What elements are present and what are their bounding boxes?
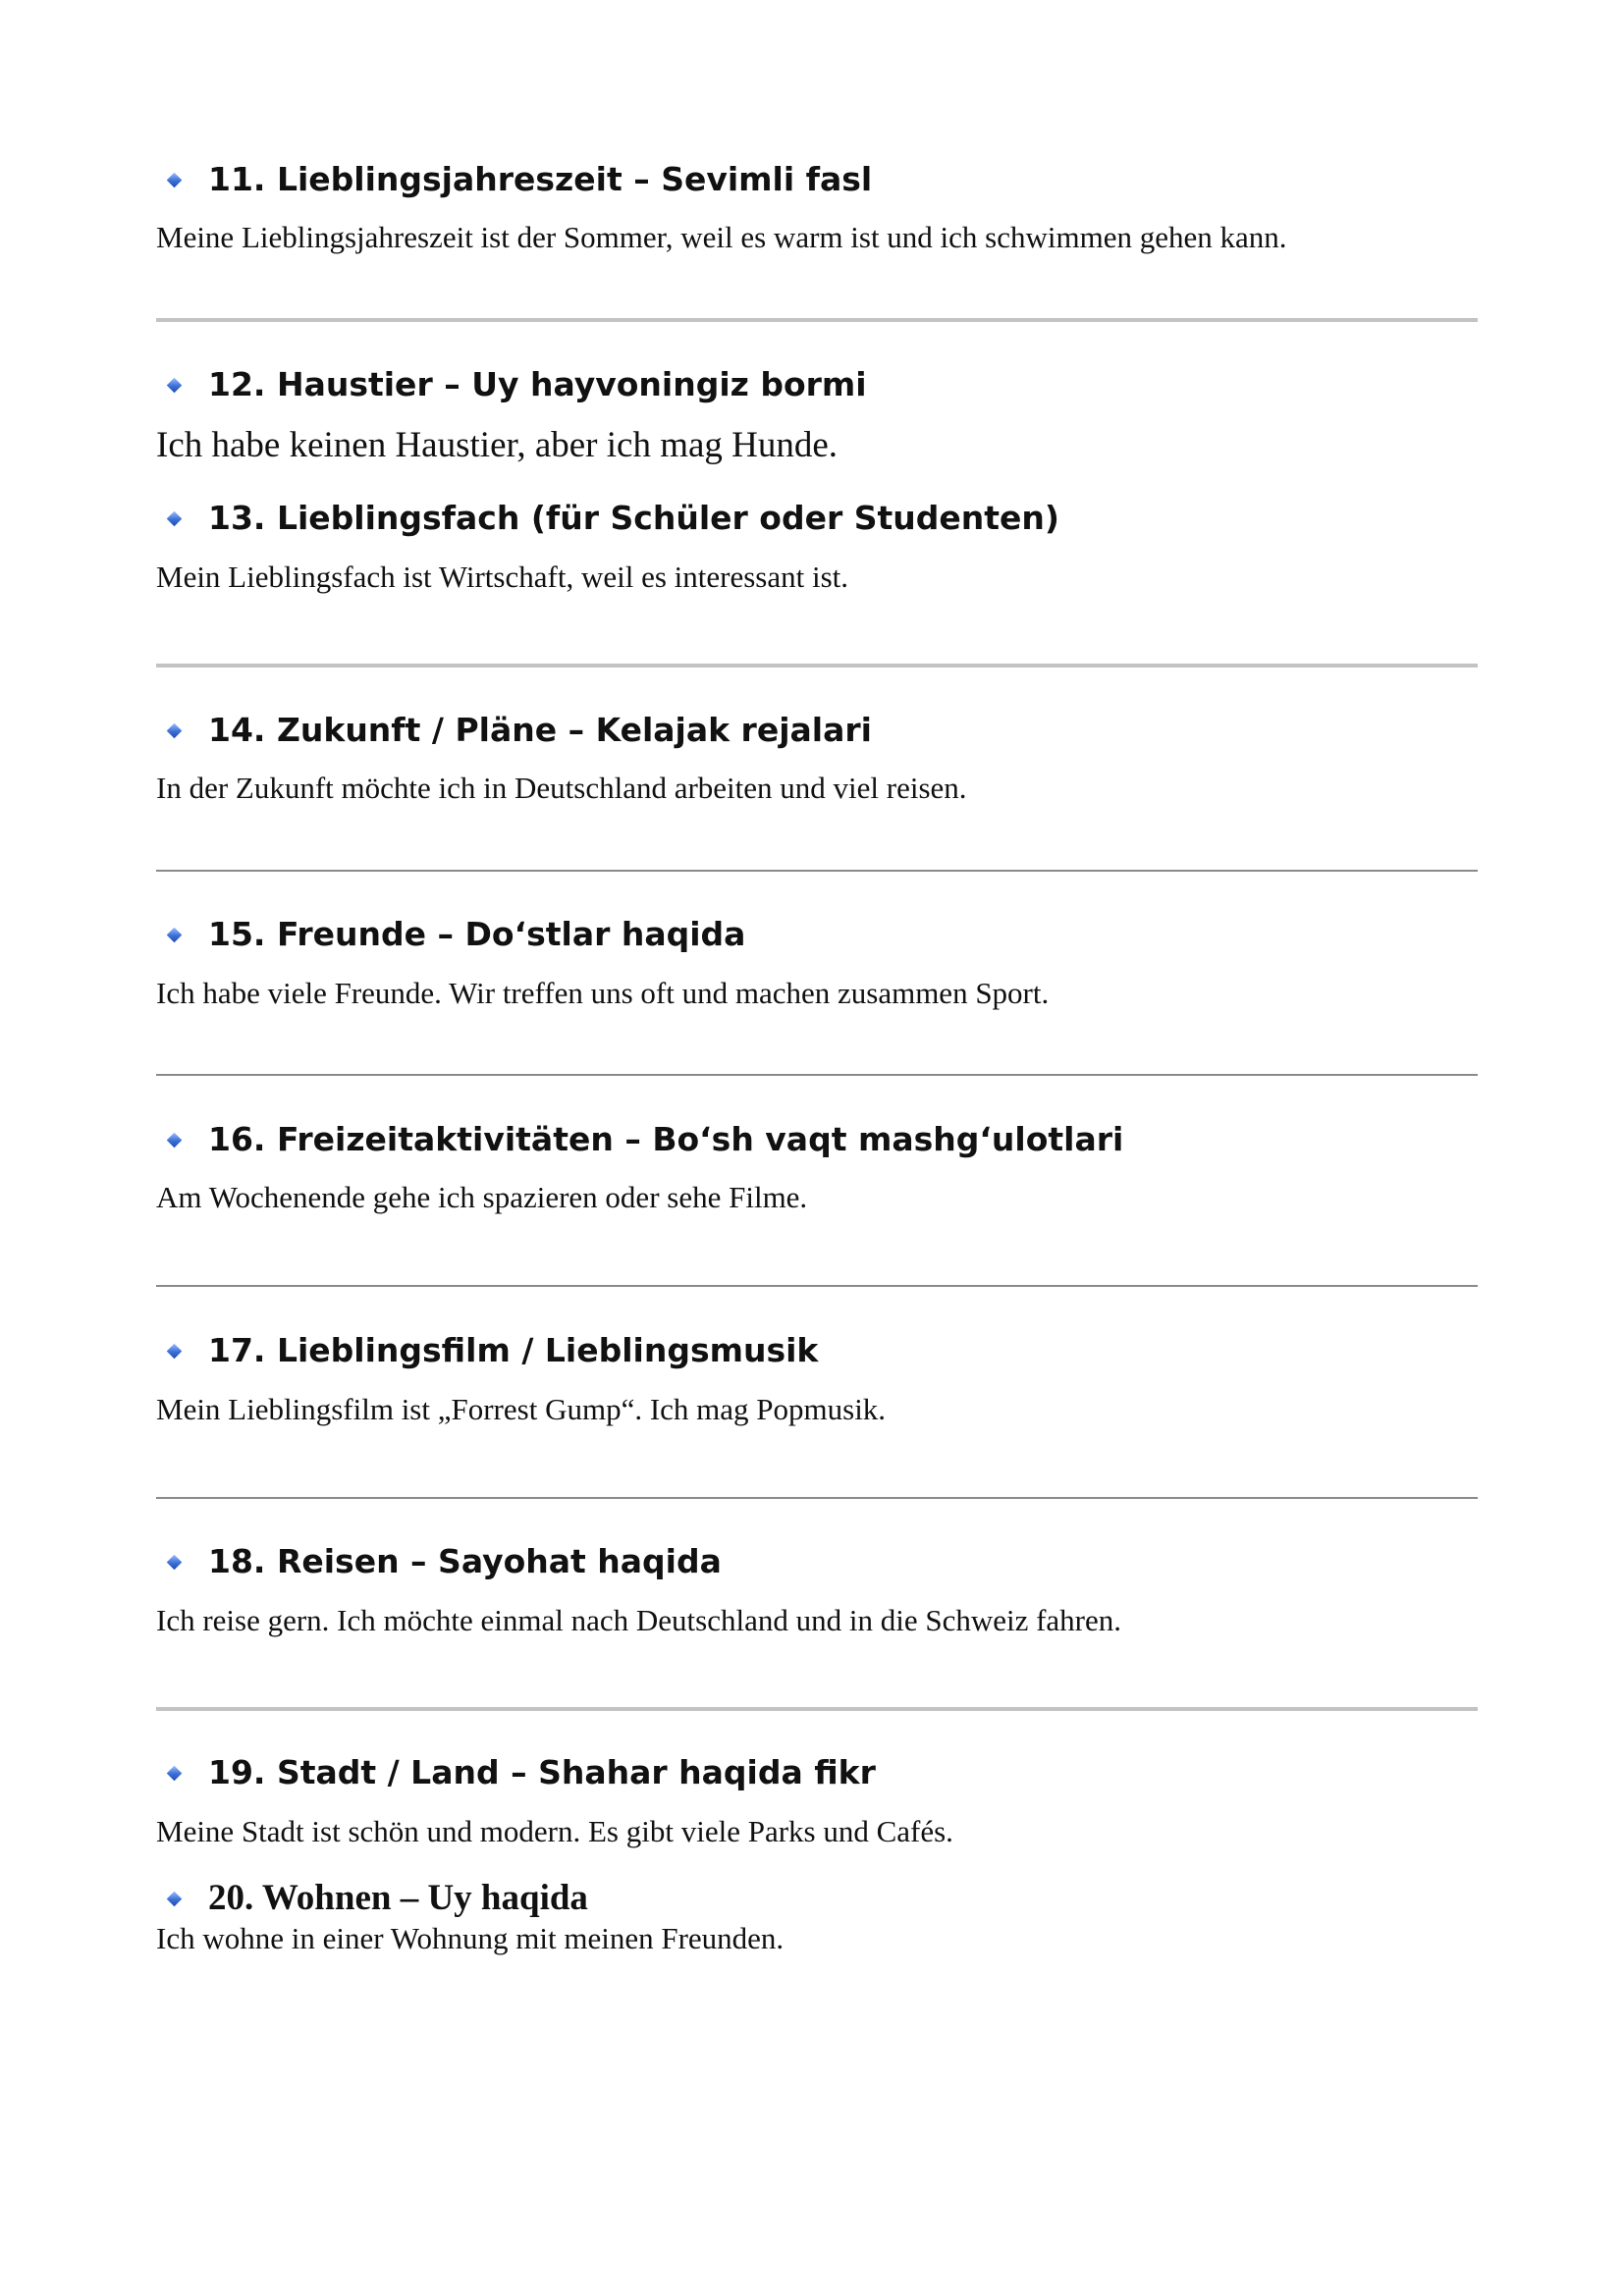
- section-heading-text: 20. Wohnen – Uy haqida: [208, 1878, 588, 1918]
- section-heading-13: [169, 499, 1059, 538]
- section-text-16: Am Wochenende gehe ich spazieren oder sehe Filme.: [156, 1180, 808, 1214]
- section-heading-text: 14. Zukunft / Pläne – Kelajak rejalari: [208, 711, 872, 749]
- diamond-bullet-icon: [167, 927, 183, 942]
- section-text-19: Meine Stadt ist schön und modern. Es gibt viele Parks und Cafés.: [156, 1814, 953, 1848]
- section-heading-17: [169, 1331, 818, 1370]
- diamond-bullet-icon: [167, 1765, 183, 1781]
- section-heading-text: 12. Haustier – Uy hayvoningiz bormi: [208, 365, 867, 403]
- diamond-bullet-icon: [167, 377, 183, 393]
- diamond-bullet-icon: [167, 1554, 183, 1570]
- section-heading-12: [169, 365, 867, 404]
- section-heading-19: [169, 1753, 876, 1792]
- section-text-15: Ich habe viele Freunde. Wir treffen uns oft und machen zusammen Sport.: [156, 976, 1050, 1010]
- diamond-bullet-icon: [167, 1891, 183, 1906]
- section-heading-16: [169, 1120, 1123, 1159]
- diamond-bullet-icon: [167, 1343, 183, 1359]
- section-heading-text: 16. Freizeitaktivitäten – Boʻsh vaqt mashgʻulotlari: [208, 1120, 1124, 1158]
- section-text-20: Ich wohne in einer Wohnung mit meinen Freunden.: [156, 1921, 785, 1955]
- section-heading-text: 13. Lieblingsfach (für Schüler oder Studenten): [208, 499, 1060, 537]
- horizontal-rule: [156, 318, 1478, 322]
- section-text-17: Mein Lieblingsfilm ist „Forrest Gump“. Ich mag Popmusik.: [156, 1392, 887, 1426]
- section-heading-11: [169, 160, 872, 199]
- horizontal-rule: [156, 664, 1478, 667]
- section-text-18: Ich reise gern. Ich möchte einmal nach Deutschland und in die Schweiz fahren.: [156, 1603, 1122, 1637]
- section-heading-18: [169, 1542, 722, 1581]
- diamond-bullet-icon: [167, 1132, 183, 1148]
- section-heading-text: 18. Reisen – Sayohat haqida: [208, 1542, 722, 1580]
- diamond-bullet-icon: [167, 172, 183, 187]
- section-heading-text: 11. Lieblingsjahreszeit – Sevimli fasl: [208, 160, 873, 198]
- section-text-12: Ich habe keinen Haustier, aber ich mag Hunde.: [156, 425, 839, 465]
- horizontal-rule: [156, 1285, 1478, 1287]
- diamond-bullet-icon: [167, 722, 183, 738]
- horizontal-rule: [156, 1074, 1478, 1076]
- horizontal-rule: [156, 1497, 1478, 1499]
- horizontal-rule: [156, 1707, 1478, 1711]
- section-text-14: In der Zukunft möchte ich in Deutschland arbeiten und viel reisen.: [156, 771, 967, 805]
- section-heading-text: 17. Lieblingsfilm / Lieblingsmusik: [208, 1331, 819, 1369]
- section-heading-15: [169, 915, 745, 954]
- horizontal-rule: [156, 870, 1478, 872]
- section-heading-text: 15. Freunde – Doʻstlar haqida: [208, 915, 746, 953]
- section-heading-14: [169, 711, 872, 750]
- section-heading-text: 19. Stadt / Land – Shahar haqida fikr: [208, 1753, 876, 1791]
- section-text-13: Mein Lieblingsfach ist Wirtschaft, weil es interessant ist.: [156, 560, 848, 594]
- section-heading-20: [169, 1879, 588, 1918]
- diamond-bullet-icon: [167, 510, 183, 526]
- section-text-11: Meine Lieblingsjahreszeit ist der Sommer, weil es warm ist und ich schwimmen gehen kann.: [156, 220, 1287, 254]
